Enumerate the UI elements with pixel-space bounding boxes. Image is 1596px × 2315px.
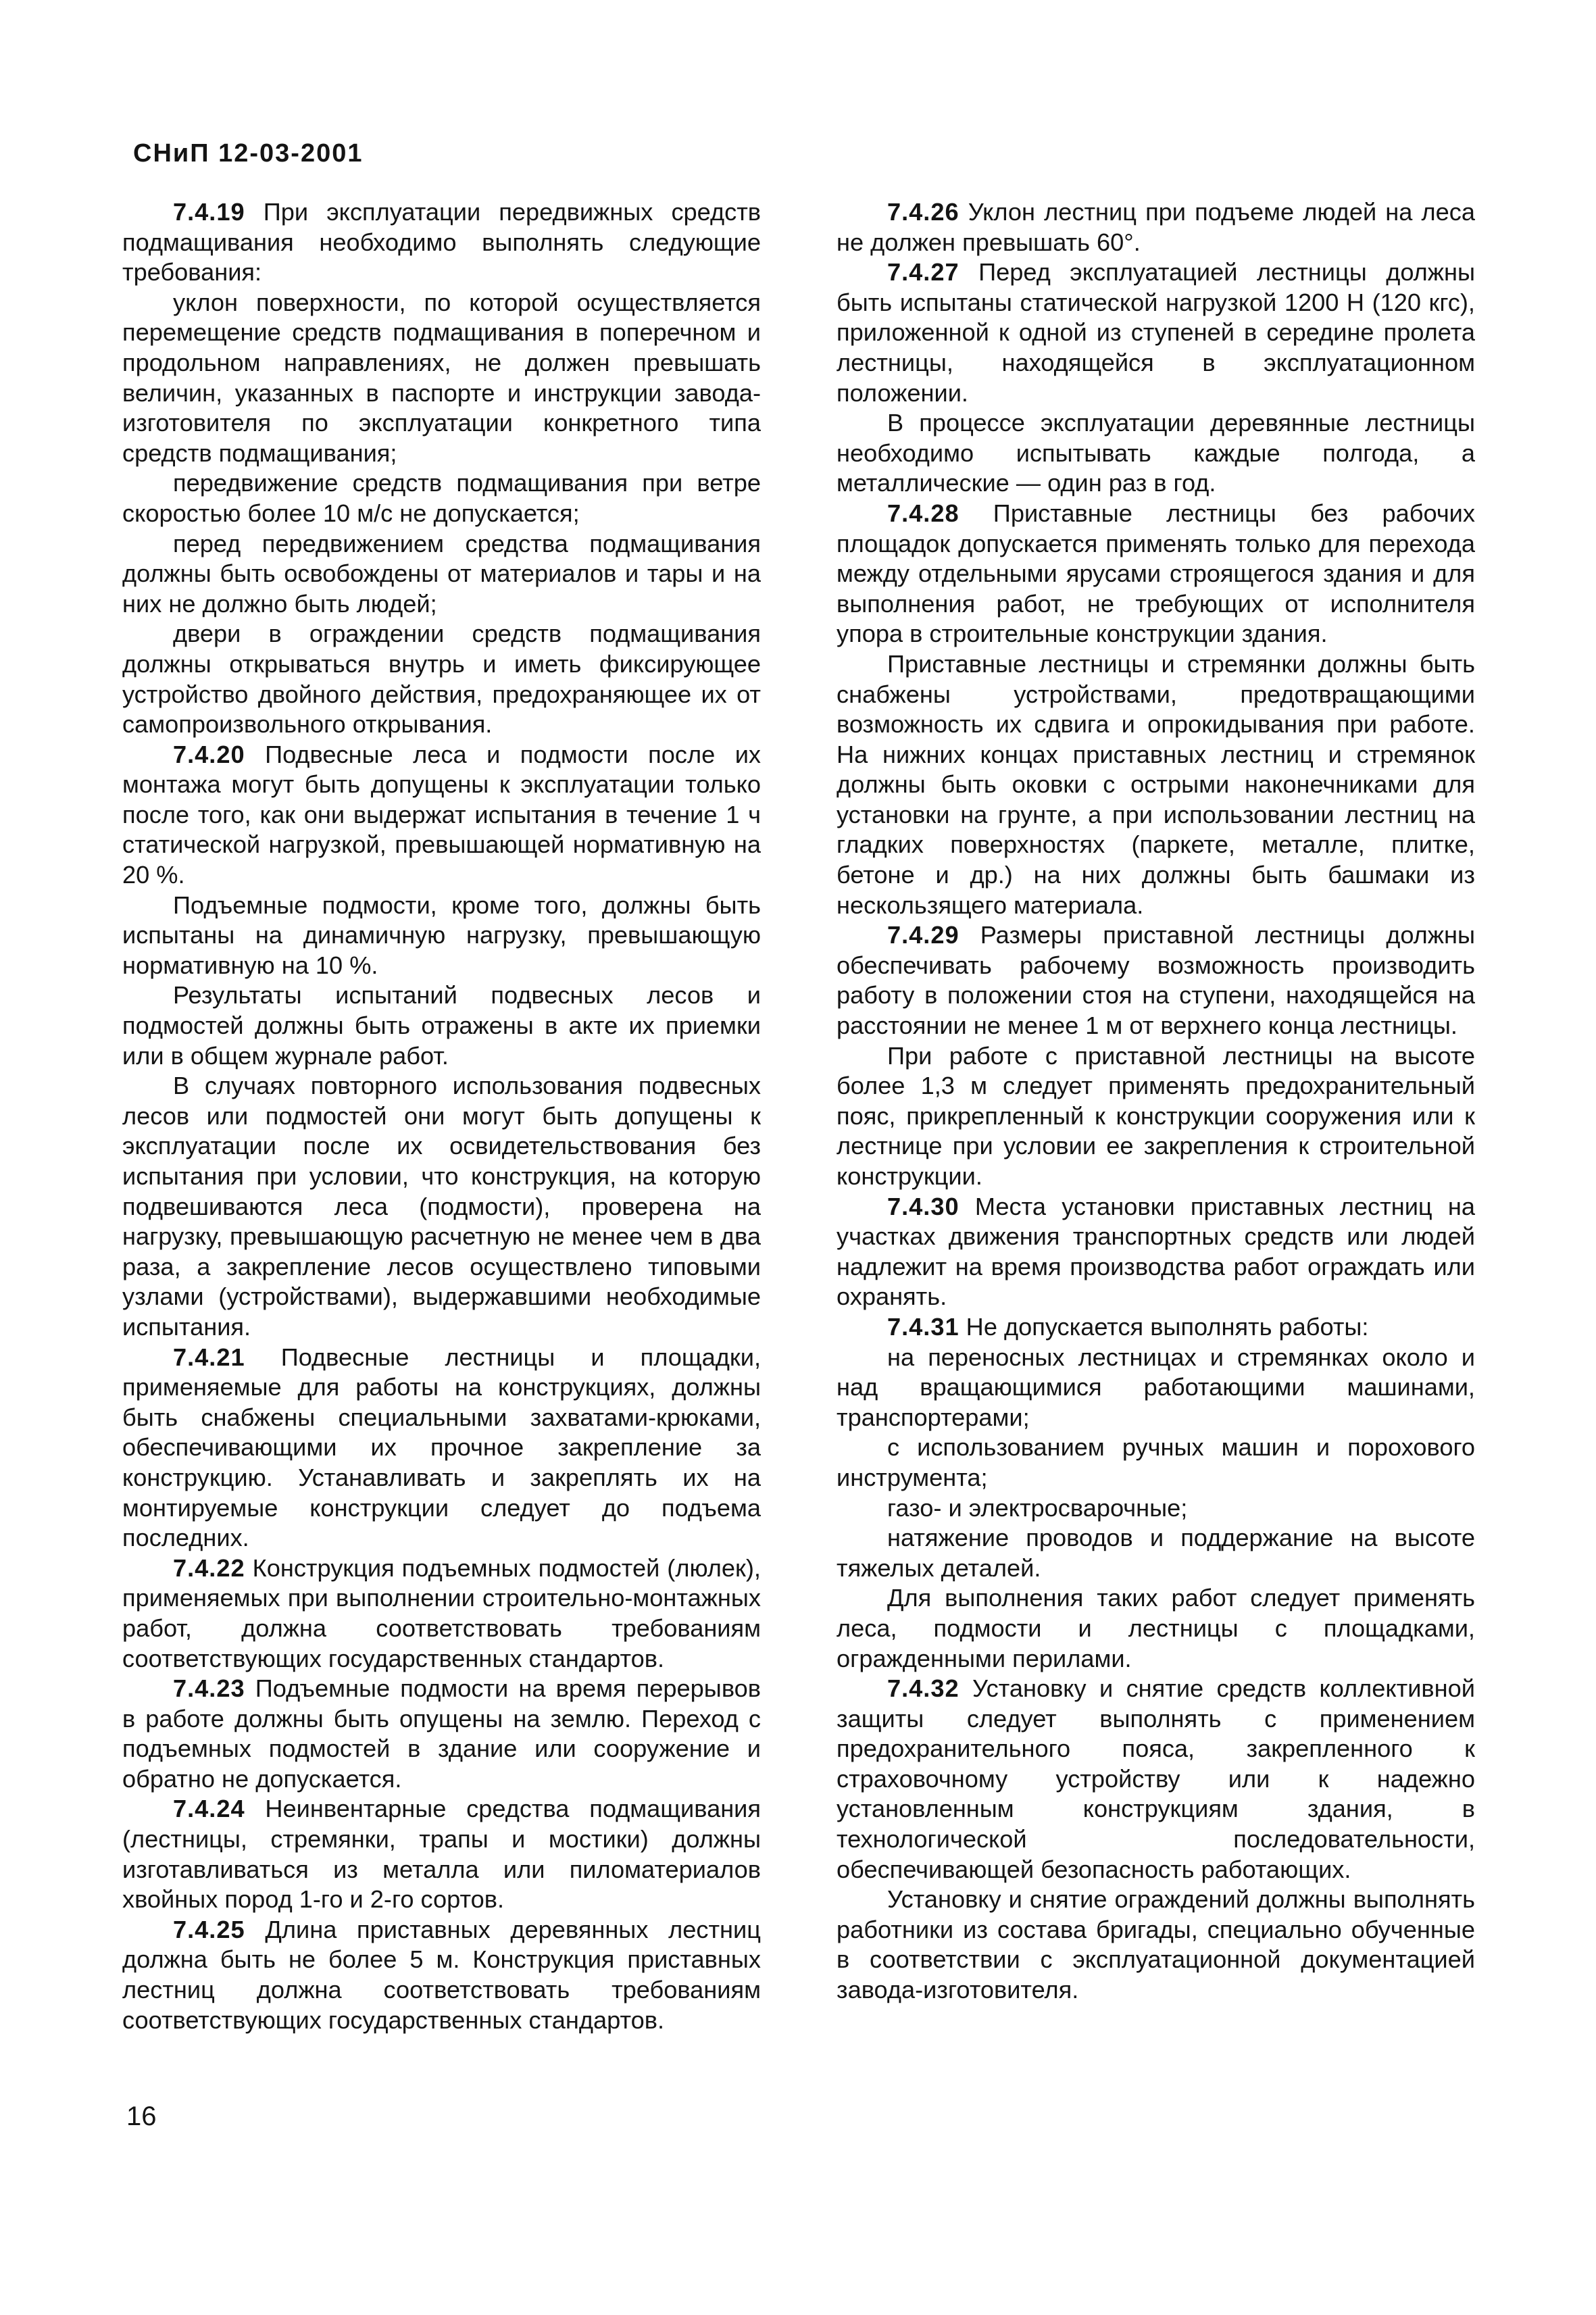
paragraph xyxy=(122,468,761,528)
paragraph-text: Подъемные подмости, кроме того, должны быть испытаны на динамичную нагрузку, превышающую нормативную на 10 %. xyxy=(122,891,761,979)
paragraph-text: Установку и снятие ограждений должны выполнять работники из состава бригады, специально обученные в соответствии с эксплуатационной документацией завода-изготовителя. xyxy=(837,1885,1475,2004)
left-text-column xyxy=(122,197,761,2035)
paragraph xyxy=(122,619,761,739)
paragraph-text: перед передвижением средства подмащивания должны быть освобождены от материалов и тары и на них не должно быть людей; xyxy=(122,529,761,618)
clause-number: 7.4.24 xyxy=(173,1795,245,1823)
right-text-column xyxy=(837,197,1475,2006)
paragraph xyxy=(837,1674,1475,1885)
paragraph-text: В процессе эксплуатации деревянные лестницы необходимо испытывать каждые полгода, а металлические — один раз в год. xyxy=(837,409,1475,497)
paragraph-text: Для выполнения таких работ следует применять леса, подмости и лестницы с площадками, огражденными перилами. xyxy=(837,1584,1475,1672)
paragraph xyxy=(837,257,1475,408)
paragraph xyxy=(122,980,761,1071)
paragraph xyxy=(837,1523,1475,1583)
paragraph xyxy=(122,740,761,891)
paragraph-text: Неинвентарные средства подмащивания (лестницы, стремянки, трапы и мостики) должны изготавливаться из металла или пиломатериалов хвойных пород 1-го и 2-го сортов. xyxy=(122,1795,761,1914)
paragraph xyxy=(837,197,1475,257)
paragraph-text: Не допускается выполнять работы: xyxy=(959,1312,1369,1341)
clause-number: 7.4.21 xyxy=(173,1343,245,1371)
paragraph xyxy=(122,197,761,288)
paragraph-text: При эксплуатации передвижных средств подмащивания необходимо выполнять следующие требования: xyxy=(122,198,761,287)
paragraph-text: с использованием ручных машин и порохового инструмента; xyxy=(837,1433,1475,1491)
clause-number: 7.4.22 xyxy=(173,1553,245,1582)
paragraph-text: Результаты испытаний подвесных лесов и подмостей должны быть отражены в акте их приемки или в общем журнале работ. xyxy=(122,981,761,1070)
clause-number: 7.4.28 xyxy=(887,499,959,527)
paragraph-text: Места установки приставных лестниц на участках движения транспортных средств или людей надлежит на время производства работ ограждать или охранять. xyxy=(837,1192,1475,1311)
paragraph-text: уклон поверхности, по которой осуществляется перемещение средств подмащивания в поперечном и продольном направлениях, не должен превышать величин, указанных в паспорте и инструкции завода-изготовителя по эксплуатации конкретного типа средств подмащивания; xyxy=(122,288,761,467)
clause-number: 7.4.31 xyxy=(887,1312,959,1341)
clause-number: 7.4.29 xyxy=(887,921,959,949)
paragraph-text: Конструкция подъемных подмостей (люлек), применяемых при выполнении строительно-монтажных работ, должна соответствовать требованиям соответствующих государственных стандартов. xyxy=(122,1553,761,1672)
paragraph xyxy=(122,1071,761,1342)
paragraph xyxy=(122,1553,761,1674)
paragraph xyxy=(122,529,761,620)
clause-number: 7.4.19 xyxy=(173,198,245,226)
paragraph-text: натяжение проводов и поддержание на высоте тяжелых деталей. xyxy=(837,1524,1475,1582)
paragraph xyxy=(837,1312,1475,1343)
document-title: СНиП 12-03-2001 xyxy=(133,139,364,168)
paragraph-text: газо- и электросварочные; xyxy=(887,1493,1188,1522)
clause-number: 7.4.32 xyxy=(887,1674,959,1703)
clause-number: 7.4.26 xyxy=(887,198,959,226)
paragraph xyxy=(122,288,761,469)
paragraph xyxy=(122,1674,761,1794)
paragraph-text: на переносных лестницах и стремянках около и над вращающимися работающими машинами, транспортерами; xyxy=(837,1343,1475,1431)
paragraph-text: Размеры приставной лестницы должны обеспечивать рабочему возможность производить работу в положении стоя на ступени, находящейся на расстоянии не менее 1 м от верхнего конца лестницы. xyxy=(837,921,1475,1040)
paragraph xyxy=(122,1343,761,1553)
paragraph xyxy=(837,1433,1475,1493)
paragraph-text: Приставные лестницы без рабочих площадок допускается применять только для перехода между отдельными ярусами строящегося здания и для выполнения работ, не требующих от исполнителя упора в строительные конструкции здания. xyxy=(837,499,1475,648)
paragraph xyxy=(837,1885,1475,2005)
clause-number: 7.4.25 xyxy=(173,1915,245,1943)
paragraph xyxy=(837,1493,1475,1524)
paragraph xyxy=(837,499,1475,649)
paragraph-text: Установку и снятие средств коллективной защиты следует выполнять с применением предохранительного пояса, закрепленного к страховочному устройству или к надежно установленным конструкциям здания, в технологической последовательности, обеспечивающей безопасность работающих. xyxy=(837,1674,1475,1883)
paragraph-text: передвижение средств подмащивания при ветре скоростью более 10 м/с не допускается; xyxy=(122,469,761,527)
paragraph xyxy=(837,1192,1475,1312)
clause-number: 7.4.23 xyxy=(173,1674,245,1703)
paragraph xyxy=(122,1794,761,1914)
paragraph-text: Перед эксплуатацией лестницы должны быть испытаны статической нагрузкой 1200 Н (120 кгс), приложенной к одной из ступеней в середине пролета лестницы, находящейся в эксплуатационном положении. xyxy=(837,258,1475,407)
paragraph xyxy=(122,1915,761,2035)
paragraph-text: двери в ограждении средств подмащивания должны открываться внутрь и иметь фиксирующее устройство двойного действия, предохраняющее их от самопроизвольного открывания. xyxy=(122,620,761,739)
paragraph xyxy=(122,891,761,981)
paragraph-text: В случаях повторного использования подвесных лесов или подмостей они могут быть допущены к эксплуатации после их освидетельствования без испытания при условии, что конструкция, на которую подвешиваются леса (подмости), проверена на нагрузку, превышающую расчетную не менее чем в два раза, а закрепление лесов осуществлено типовыми узлами (устройствами), выдержавшими необходимые испытания. xyxy=(122,1072,761,1341)
paragraph xyxy=(837,408,1475,499)
paragraph-text: Подвесные лестницы и площадки, применяемые для работы на конструкциях, должны быть снабжены специальными захватами-крюками, обеспечивающими их прочное закрепление за конструкцию. Устанавливать и закреплять их на монтируемые конструкции следует до подъема последних. xyxy=(122,1343,761,1552)
paragraph xyxy=(837,1343,1475,1433)
paragraph xyxy=(837,1041,1475,1192)
clause-number: 7.4.27 xyxy=(887,258,959,287)
clause-number: 7.4.30 xyxy=(887,1192,959,1220)
paragraph-text: Уклон лестниц при подъеме людей на леса не должен превышать 60°. xyxy=(837,198,1475,256)
paragraph-text: При работе с приставной лестницы на высоте более 1,3 м следует применять предохранительный пояс, прикрепленный к конструкции сооружения или к лестнице при условии ее закрепления к строительной конструкции. xyxy=(837,1041,1475,1190)
paragraph-text: Подъемные подмости на время перерывов в работе должны быть опущены на землю. Переход с подъемных подмостей в здание или сооружение и обратно не допускается. xyxy=(122,1674,761,1793)
paragraph-text: Подвесные леса и подмости после их монтажа могут быть допущены к эксплуатации только после того, как они выдержат испытания в течение 1 ч статической нагрузкой, превышающей нормативную на 20 %. xyxy=(122,740,761,889)
paragraph xyxy=(837,649,1475,920)
paragraph xyxy=(837,1583,1475,1674)
paragraph xyxy=(837,920,1475,1041)
clause-number: 7.4.20 xyxy=(173,740,245,768)
paragraph-text: Длина приставных деревянных лестниц должна быть не более 5 м. Конструкция приставных лестниц должна соответствовать требованиям соответствующих государственных стандартов. xyxy=(122,1915,761,2034)
page-number: 16 xyxy=(126,2101,157,2131)
paragraph-text: Приставные лестницы и стремянки должны быть снабжены устройствами, предотвращающими возможность их сдвига и опрокидывания при работе. На нижних концах приставных лестниц и стремянок должны быть оковки с острыми наконечниками для установки на грунте, а при использовании лестниц на гладких поверхностях (паркете, металле, плитке, бетоне и др.) на них должны быть башмаки из нескользящего материала. xyxy=(837,649,1475,919)
